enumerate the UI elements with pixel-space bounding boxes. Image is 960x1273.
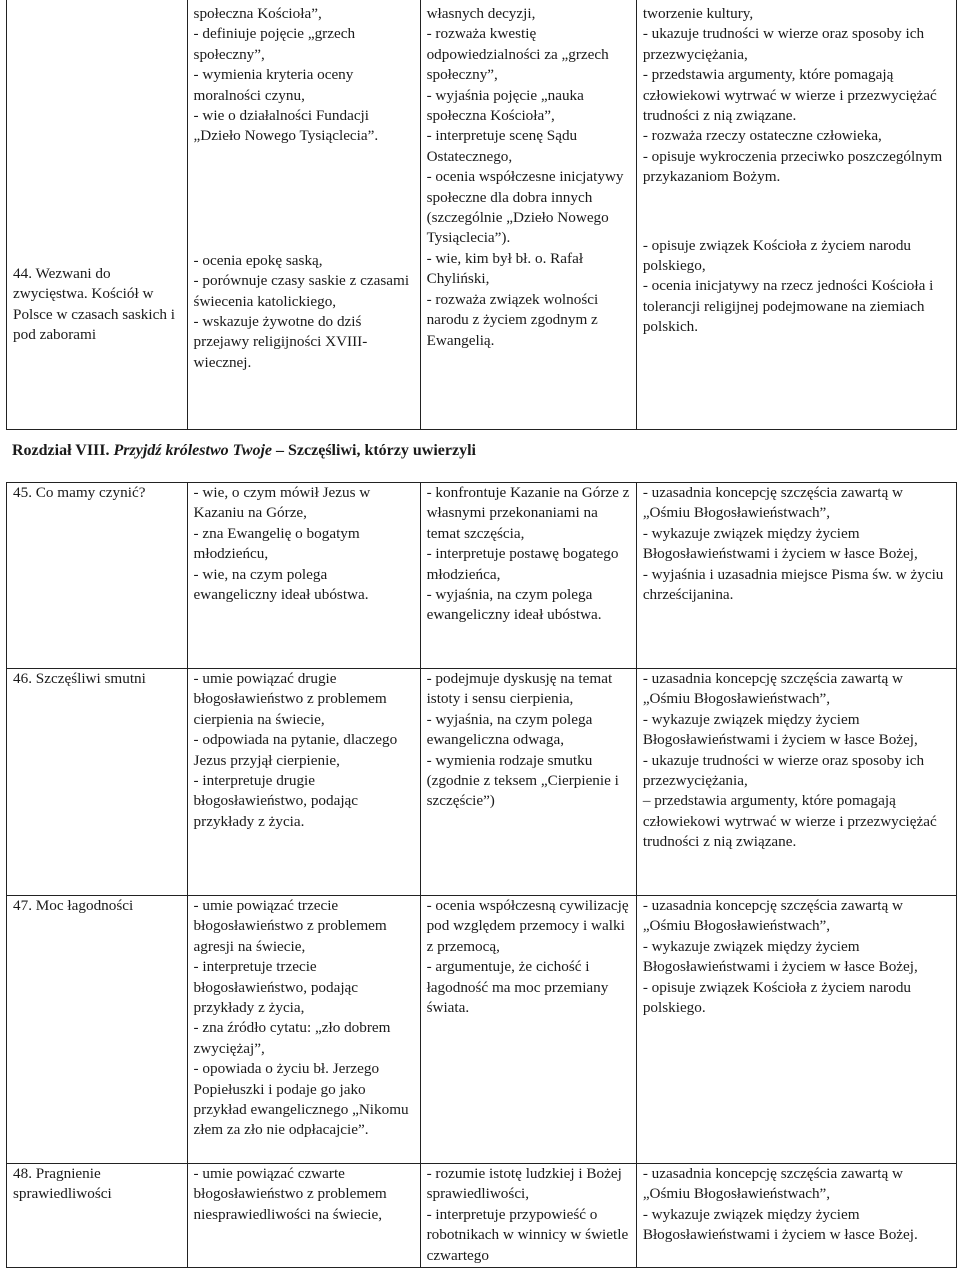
extended-requirements-cell xyxy=(420,896,636,1164)
basic-text: - umie powiązać czwarte błogosławieństwo z problemem niesprawiedliwości na świecie, xyxy=(193,1165,387,1223)
topic-cell xyxy=(7,483,188,669)
basic-text-part2: - ocenia epokę saską, - porównuje czasy saskie z czasami świecenia katolickiego, - wskazuje żywotne do dziś przejawy religijności XVIII-wiecznej. xyxy=(193,251,410,371)
basic-requirements-cell xyxy=(187,669,420,896)
extended-text-part1: własnych decyzji, - rozważa kwestię odpowiedzialności za „grzech społeczny”, - wyjaśnia pojęcie „nauka społeczna Kościoła”, - interpretuje scenę Sądu Ostatecznego, - ocenia współczesne inicjatywy społeczne dla dobra innych (szczególnie „Dzieło Nowego Tysiąclecia”). xyxy=(426,5,624,247)
extended-text-part2: - wie, kim był bł. o. Rafał Chyliński, - rozważa związek wolności narodu z życiem zgodnym z Ewangelią. xyxy=(426,249,599,349)
basic-text: - wie, o czym mówił Jezus w Kazaniu na Górze, - zna Ewangelię o bogatym młodzieńcu, - wie, na czym polega ewangeliczny ideał ubóstwa. xyxy=(193,484,371,604)
chapter-suffix: – Szczęśliwi, którzy uwierzyli xyxy=(272,442,476,459)
table-row-44 xyxy=(7,0,957,430)
extended-requirements-cell xyxy=(420,0,636,430)
basic-text-part1: społeczna Kościoła”, - definiuje pojęcie „grzech społeczny”, - wymienia kryteria oceny moralności czynu, - wie o działalności Fundacji „Dzieło Nowego Tysiąclecia”. xyxy=(193,5,379,145)
attitudes-text: - uzasadnia koncepcję szczęścia zawartą w „Ośmiu Błogosławieństwach”, - wykazuje związek między życiem Błogosławieństwami i życiem w łasce Bożej, - opisuje związek Kościoła z życiem narodu polskiego. xyxy=(642,897,918,1017)
topic-text: 47. Moc łagodności xyxy=(13,897,134,914)
topic-cell xyxy=(7,0,188,430)
attitudes-cell xyxy=(636,1164,956,1268)
attitudes-cell xyxy=(636,896,956,1164)
topic-text: 46. Szczęśliwi smutni xyxy=(13,670,146,687)
basic-requirements-cell xyxy=(187,896,420,1164)
extended-text: - podejmuje dyskusję na temat istoty i sensu cierpienia, - wyjaśnia, na czym polega ewangeliczna odwaga, - wymienia rodzaje smutku (zgodnie z teksem „Cierpienie i szczęście”) xyxy=(426,670,619,810)
extended-requirements-cell xyxy=(420,1164,636,1268)
chapter-heading xyxy=(12,442,476,460)
chapter-prefix: Rozdział VIII. xyxy=(12,442,114,459)
table-row xyxy=(7,669,957,896)
extended-requirements-cell xyxy=(420,669,636,896)
topic-cell xyxy=(7,1164,188,1268)
attitudes-text-part1: tworzenie kultury, - ukazuje trudności w wierze oraz sposoby ich przezwyciężania, - przedstawia argumenty, które pomagają człowiekowi wytrwać w wierze i przezwyciężać trudności z nią związane. - rozważa rzeczy ostateczne człowieka, - opisuje wykroczenia przeciwko poszczególnym przykazaniom Bożym. xyxy=(642,5,943,186)
chapter-title: Przyjdź królestwo Twoje xyxy=(113,442,273,459)
table-row xyxy=(7,896,957,1164)
basic-text: - umie powiązać trzecie błogosławieństwo z problemem agresji na świecie, - interpretuje trzecie błogosławieństwo, podając przykłady z życia, - zna źródło cytatu: „zło dobrem zwyciężaj”, - opowiada o życiu bł. Jerzego Popiełuszki i podaje go jako przykład ewangelicznego „Nikomu złem za zło nie odpłacajcie”. xyxy=(193,897,409,1139)
topic-text: 48. Pragnienie sprawiedliwości xyxy=(13,1165,112,1203)
attitudes-text: - uzasadnia koncepcję szczęścia zawartą w „Ośmiu Błogosławieństwach”, - wykazuje związek między życiem Błogosławieństwami i życiem w łasce Bożej, - wyjaśnia i uzasadnia miejsce Pisma św. w życiu chrześcijanina. xyxy=(642,484,944,604)
topic-cell xyxy=(7,669,188,896)
topic-text: 45. Co mamy czynić? xyxy=(13,484,146,501)
basic-requirements-cell xyxy=(187,483,420,669)
topic-cell xyxy=(7,896,188,1164)
attitudes-cell xyxy=(636,483,956,669)
attitudes-text: - uzasadnia koncepcję szczęścia zawartą w „Ośmiu Błogosławieństwach”, - wykazuje związek między życiem Błogosławieństwami i życiem w łasce Bożej. xyxy=(642,1165,918,1244)
curriculum-table-top xyxy=(6,0,957,430)
attitudes-cell xyxy=(636,0,956,430)
cell-gap xyxy=(643,188,950,236)
table-row xyxy=(7,1164,957,1268)
curriculum-table xyxy=(6,482,957,1268)
cell-gap xyxy=(194,147,414,251)
topic-text: 44. Wezwani do zwycięstwa. Kościół w Polsce w czasach saskich i pod zaborami xyxy=(13,265,175,344)
extended-text: - ocenia współczesną cywilizację pod względem przemocy i walki z przemocą, - argumentuje, że cichość i łagodność ma moc przemiany świata. xyxy=(426,897,629,1017)
attitudes-cell xyxy=(636,669,956,896)
attitudes-text: - uzasadnia koncepcję szczęścia zawartą w „Ośmiu Błogosławieństwach”, - wykazuje związek między życiem Błogosławieństwami i życiem w łasce Bożej, - ukazuje trudności w wierze oraz sposoby ich przezwyciężania, – przedstawia argumenty, które pomagają człowiekowi wytrwać w wierze i przezwyciężać trudności z nią związane. xyxy=(642,670,937,851)
extended-text: - rozumie istotę ludzkiej i Bożej sprawiedliwości, - interpretuje przypowieść o robotnikach w winnicy w świetle czwartego xyxy=(426,1165,629,1264)
basic-text: - umie powiązać drugie błogosławieństwo z problemem cierpienia na świecie, - odpowiada na pytanie, dlaczego Jezus przyjął cierpienie, - interpretuje drugie błogosławieństwo, podając przykłady z życia. xyxy=(193,670,398,830)
table-row xyxy=(7,483,957,669)
attitudes-text-part2: - opisuje związek Kościoła z życiem narodu polskiego, - ocenia inicjatywy na rzecz jedności Kościoła i tolerancji religijnej podejmowane na ziemiach polskich. xyxy=(642,236,934,336)
extended-text: - konfrontuje Kazanie na Górze z własnymi przekonaniami na temat szczęścia, - interpretuje postawę bogatego młodzieńca, - wyjaśnia, na czym polega ewangeliczny ideał ubóstwa. xyxy=(426,484,630,624)
basic-requirements-cell xyxy=(187,1164,420,1268)
extended-requirements-cell xyxy=(420,483,636,669)
basic-requirements-cell xyxy=(187,0,420,430)
